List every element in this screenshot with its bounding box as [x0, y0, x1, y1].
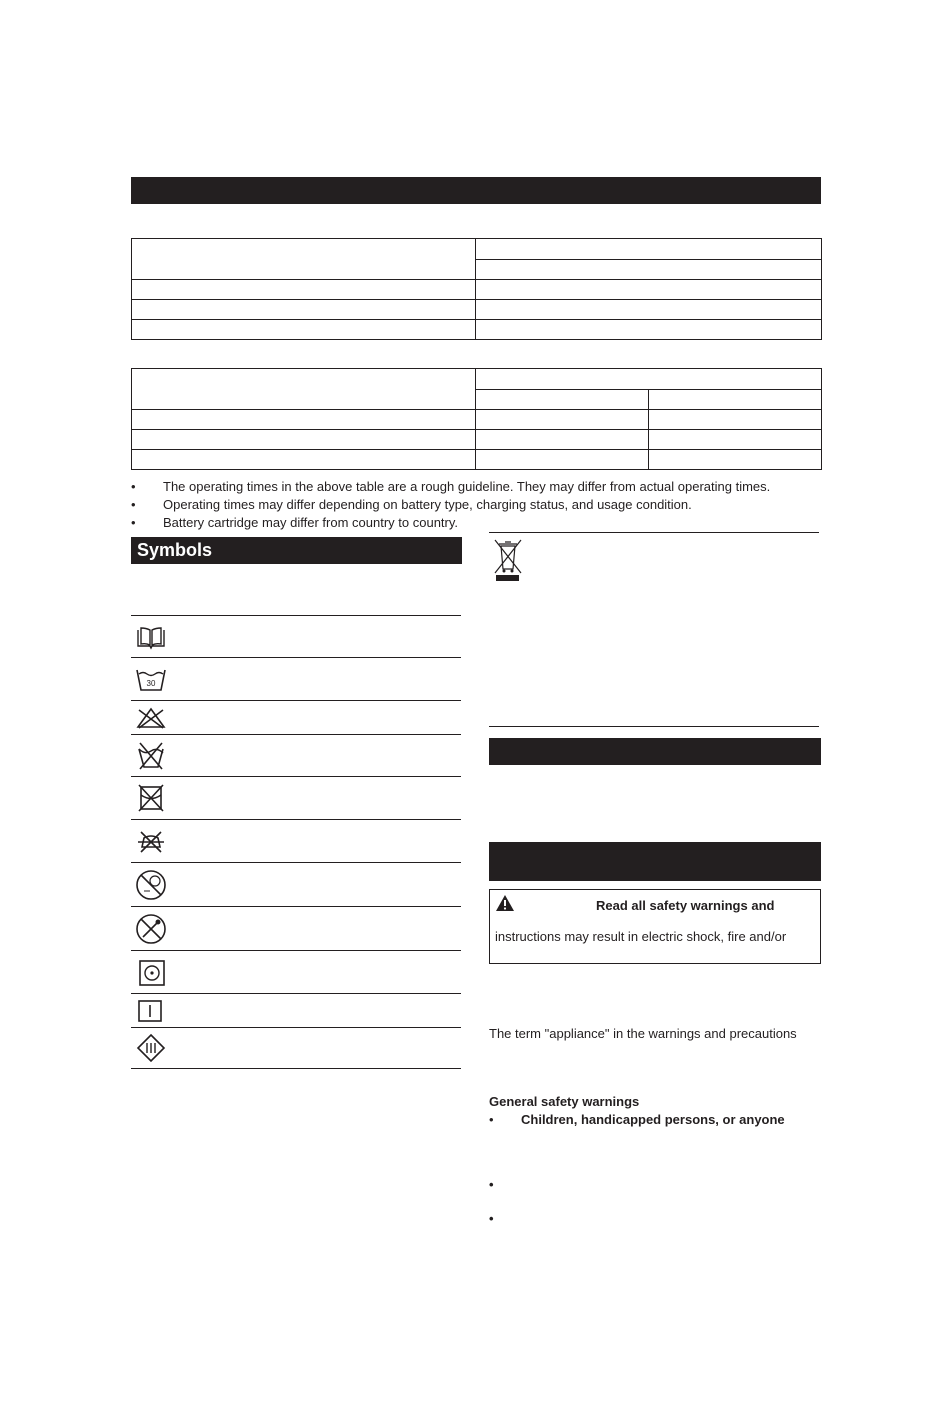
table-cell [649, 389, 822, 410]
wash-30-icon [135, 666, 167, 694]
table-cell [476, 410, 649, 430]
table-cell [476, 369, 822, 390]
table-cell [132, 430, 476, 450]
do-not-iron-icon [135, 828, 167, 856]
bullet: • [489, 1211, 494, 1226]
symbol-row [131, 862, 461, 907]
bullet: • [489, 1177, 494, 1192]
bullet: • [131, 497, 136, 512]
note-text: Operating times may differ depending on battery type, charging status, and usage condition. [163, 497, 692, 512]
divider [489, 532, 819, 533]
spec-cell [132, 239, 476, 280]
symbol-row [131, 657, 461, 701]
section-header-bar [131, 177, 821, 204]
safety-bullet-1: Children, handicapped persons, or anyone [521, 1112, 785, 1127]
note-text: Battery cartridge may differ from country to country. [163, 515, 459, 530]
do-not-dry-clean-icon [135, 783, 167, 813]
spec-cell [476, 300, 822, 320]
class-iii-icon [135, 1033, 167, 1063]
crossed-bin-icon [492, 537, 524, 583]
symbol-row [131, 776, 461, 820]
appliance-term-text: The term "appliance" in the warnings and precautions [489, 1026, 797, 1041]
symbol-row [131, 950, 461, 994]
table-cell [132, 410, 476, 430]
table-cell [132, 369, 476, 410]
warning-box [489, 889, 821, 964]
bullet: • [131, 515, 136, 530]
spec-cell [476, 259, 822, 280]
symbols-title: Symbols [137, 540, 213, 560]
symbol-row [131, 906, 461, 951]
warning-line-1: Read all safety warnings and [596, 898, 775, 913]
section-header-bar [489, 738, 821, 765]
table-cell [649, 450, 822, 470]
symbol-row [131, 734, 461, 777]
spec-cell [476, 239, 822, 260]
bullet: • [131, 479, 136, 494]
warning-triangle-icon [495, 894, 515, 912]
do-not-pin-icon [135, 913, 167, 945]
do-not-tumble-dry-icon [135, 741, 167, 771]
symbol-row [131, 819, 461, 863]
do-not-bleach-icon [135, 706, 167, 730]
spec-cell [132, 300, 476, 320]
table-cell [476, 450, 649, 470]
wash-temp: 30 [146, 679, 156, 688]
class-i-icon [135, 999, 167, 1023]
table-cell [476, 430, 649, 450]
symbols-heading [131, 537, 462, 564]
spec-cell [476, 320, 822, 340]
table-cell [132, 450, 476, 470]
table-cell [649, 410, 822, 430]
list-item [131, 478, 821, 496]
warning-line-2: instructions may result in electric shock, fire and/or [495, 929, 787, 944]
note-text: The operating times in the above table are a rough guideline. They may differ from actual operating times. [163, 479, 771, 494]
symbol-row [131, 993, 461, 1028]
table-cell [649, 430, 822, 450]
spec-cell [132, 280, 476, 300]
section-header-bar [489, 842, 821, 881]
table-cell [476, 389, 649, 410]
read-manual-icon [135, 625, 167, 651]
list-item [131, 514, 821, 532]
spec-table-1 [131, 238, 822, 340]
bullet: • [489, 1112, 494, 1127]
operating-time-table [131, 368, 822, 470]
spec-cell [476, 280, 822, 300]
list-item [131, 496, 821, 514]
symbol-row [131, 1027, 461, 1069]
symbol-row [131, 700, 461, 735]
keep-away-infants-icon [135, 869, 167, 901]
operating-time-notes [131, 478, 821, 532]
dryer-icon [135, 959, 167, 987]
general-safety-heading: General safety warnings [489, 1094, 640, 1109]
spec-cell [132, 320, 476, 340]
symbol-row [131, 615, 461, 658]
divider [489, 726, 819, 727]
